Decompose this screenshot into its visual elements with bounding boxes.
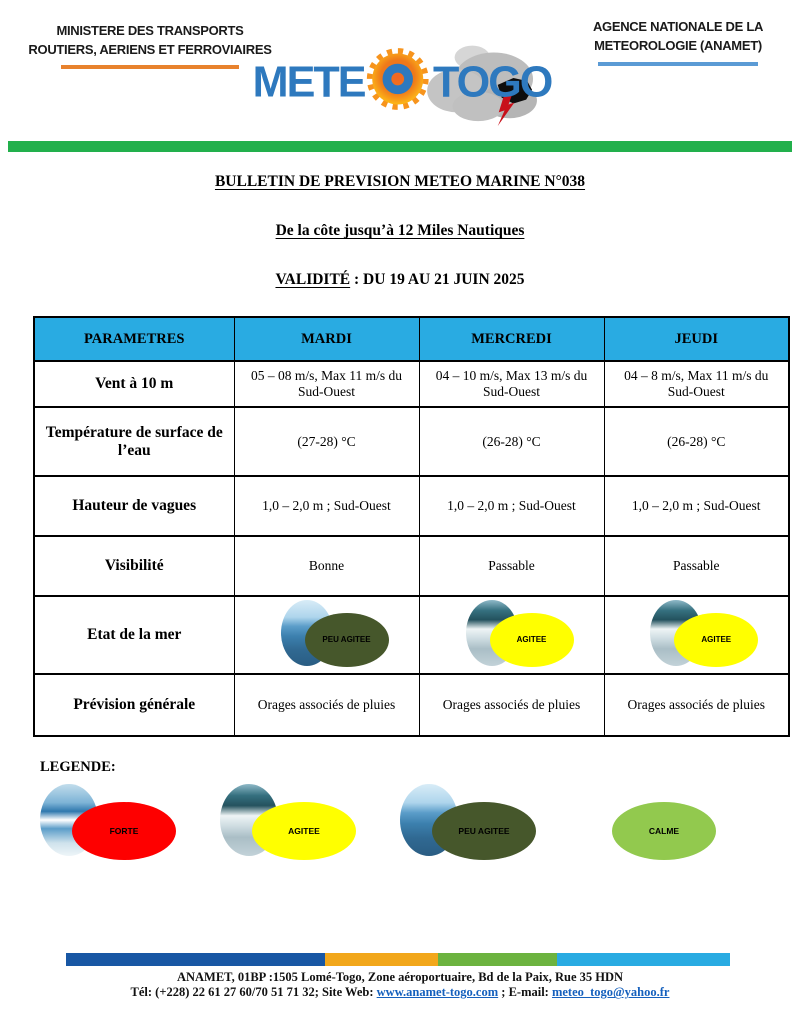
sea-state-oval: PEU AGITEE (305, 613, 389, 667)
param-cell: Hauteur de vagues (34, 476, 234, 536)
value-cell: Passable (604, 536, 789, 596)
param-cell: Température de surface de l’eau (34, 407, 234, 476)
table-row (34, 476, 789, 536)
value-cell: Passable (419, 536, 604, 596)
param-cell: Vent à 10 m (34, 361, 234, 407)
ministry-line1: MINISTERE DES TRANSPORTS (56, 23, 244, 38)
table-row (34, 674, 789, 736)
legend-oval: FORTE (72, 802, 176, 860)
ministry-title (28, 22, 272, 69)
param-cell: Visibilité (34, 536, 234, 596)
legend-title: LEGENDE: (40, 759, 116, 775)
value-cell: Orages associés de pluies (234, 674, 419, 736)
legend-oval: CALME (612, 802, 716, 860)
agency-title (568, 18, 788, 66)
legend-items (40, 784, 740, 864)
header-cell-mercredi: MERCREDI (419, 317, 604, 361)
forecast-table (33, 316, 790, 737)
validity-label: VALIDITÉ (275, 271, 351, 288)
footer-contact: Tél: (+228) 22 61 27 60/70 51 71 32; Site Web: www.anamet-togo.com ; E-mail: meteo_togo@yahoo.fr (130, 985, 670, 1000)
footer-bar-cyan (557, 953, 730, 966)
sea-state-badge (634, 599, 758, 671)
meteo-togo-logo (252, 28, 567, 128)
legend-item-peu-agitee (400, 784, 560, 864)
sea-state-oval: AGITEE (674, 613, 758, 667)
param-cell: Etat de la mer (34, 596, 234, 674)
footer-address: ANAMET, 01BP :1505 Lomé-Togo, Zone aéroportuaire, Bd de la Paix, Rue 35 HDN (176, 969, 624, 984)
value-cell: 05 – 08 m/s, Max 11 m/s du Sud-Ouest (234, 361, 419, 407)
header-cell-mardi: MARDI (234, 317, 419, 361)
legend-section (40, 759, 800, 864)
validity-value: : DU 19 AU 21 JUIN 2025 (350, 271, 525, 288)
footer-bar-green (438, 953, 558, 966)
sea-state-cell (604, 596, 789, 674)
value-cell: Orages associés de pluies (604, 674, 789, 736)
zone-subtitle: De la côte jusqu’à 12 Miles Nautiques (275, 222, 525, 239)
table-row-sea-state (34, 596, 789, 674)
ministry-underline (61, 65, 239, 69)
page-header (0, 0, 800, 141)
agency-line1: AGENCE NATIONALE DE LA (592, 19, 764, 34)
sea-state-oval: AGITEE (490, 613, 574, 667)
table-row (34, 407, 789, 476)
param-cell: Prévision générale (34, 674, 234, 736)
sun-icon (371, 53, 424, 106)
green-divider (8, 141, 792, 152)
value-cell: (26-28) °C (419, 407, 604, 476)
header-cell-jeudi: JEUDI (604, 317, 789, 361)
value-cell: (26-28) °C (604, 407, 789, 476)
sea-state-badge (450, 599, 574, 671)
email-link[interactable]: meteo_togo@yahoo.fr (551, 985, 670, 1000)
value-cell: Bonne (234, 536, 419, 596)
value-cell: 04 – 10 m/s, Max 13 m/s du Sud-Ouest (419, 361, 604, 407)
header-cell-parametres: PARAMETRES (34, 317, 234, 361)
agency-line2: METEOROLOGIE (ANAMET) (594, 37, 762, 53)
table-row (34, 361, 789, 407)
validity-line (0, 271, 800, 289)
logo-text-right: TOGO (433, 58, 552, 107)
logo-graphic (252, 28, 567, 128)
sea-state-cell (419, 596, 604, 674)
value-cell: 1,0 – 2,0 m ; Sud-Ouest (604, 476, 789, 536)
value-cell: 04 – 8 m/s, Max 11 m/s du Sud-Ouest (604, 361, 789, 407)
value-cell: 1,0 – 2,0 m ; Sud-Ouest (234, 476, 419, 536)
value-cell: 1,0 – 2,0 m ; Sud-Ouest (419, 476, 604, 536)
table-header-row (34, 317, 789, 361)
value-cell: Orages associés de pluies (419, 674, 604, 736)
page-footer (0, 953, 800, 1001)
website-link[interactable]: www.anamet-togo.com (376, 985, 499, 1000)
footer-bar-orange (325, 953, 438, 966)
sea-state-cell (234, 596, 419, 674)
table-row (34, 536, 789, 596)
bulletin-title: BULLETIN DE PREVISION METEO MARINE N°038 (214, 173, 586, 190)
legend-item-agitee (220, 784, 380, 864)
footer-color-bar (66, 953, 730, 966)
legend-oval: AGITEE (252, 802, 356, 860)
logo-text-left: METE (252, 58, 365, 107)
footer-bar-blue (66, 953, 325, 966)
ministry-line2: ROUTIERS, AERIENS ET FERROVIAIRES (28, 41, 272, 57)
agency-underline (598, 62, 758, 66)
sea-state-badge (265, 599, 389, 671)
legend-item-calme (580, 784, 740, 864)
value-cell: (27-28) °C (234, 407, 419, 476)
legend-item-forte (40, 784, 200, 864)
legend-oval: PEU AGITEE (432, 802, 536, 860)
